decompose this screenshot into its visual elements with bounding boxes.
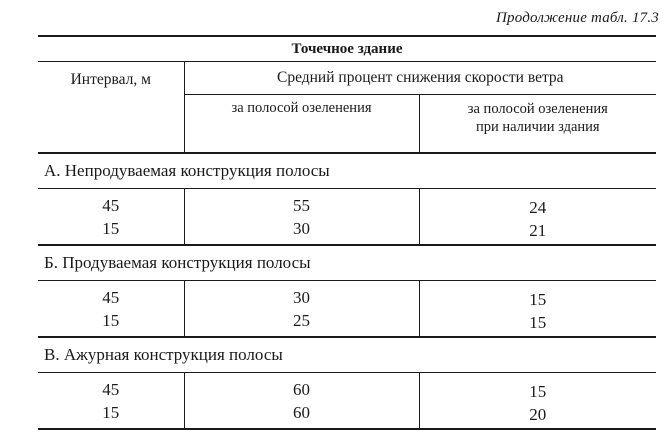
section-row [38,245,656,281]
cell-building: 15 [529,289,547,309]
table-row [38,309,656,337]
wind-reduction-table [38,35,656,430]
cell-interval: 15 [38,401,184,429]
table-title-row [38,36,656,62]
cell-building: 24 [529,197,547,217]
cell-interval: 15 [38,309,184,337]
section-label: Б. Продуваемая конструкция полосы [38,245,656,281]
cell-building: 15 [529,312,547,332]
cell-green: 60 [184,373,419,402]
cell-building: 15 [529,381,547,401]
table-row [38,281,656,310]
cell-green: 30 [184,217,419,245]
cell-interval: 45 [38,189,184,218]
cell-building: 20 [419,403,656,431]
section-row [38,337,656,373]
table-row [38,401,656,429]
header-row [38,62,656,95]
header-sub2-line1: за полосой озеленения [467,101,608,117]
table-caption: Продолжение табл. 17.3 [495,10,659,26]
table-row [38,373,656,402]
section-label: А. Непродуваемая конструкция полосы [38,153,656,189]
cell-green: 30 [184,281,419,310]
cell-interval: 15 [38,217,184,245]
table-title: Точечное здание [38,36,656,62]
cell-building: 21 [529,220,547,240]
cell-green: 25 [184,309,419,337]
section-label: В. Ажурная конструкция полосы [38,337,656,373]
cell-interval: 45 [38,281,184,310]
section-row [38,153,656,189]
cell-interval: 45 [38,373,184,402]
header-behind-greenbelt: за полосой озеленения [184,95,419,154]
header-behind-greenbelt-with-building [419,95,656,154]
header-interval: Интервал, м [38,62,184,154]
table-row [38,217,656,245]
cell-green: 55 [184,189,419,218]
table-row [38,189,656,218]
header-sub2-line2: при наличии здания [475,119,600,135]
cell-green: 60 [184,401,419,429]
header-main: Средний процент снижения скорости ветра [184,62,656,95]
